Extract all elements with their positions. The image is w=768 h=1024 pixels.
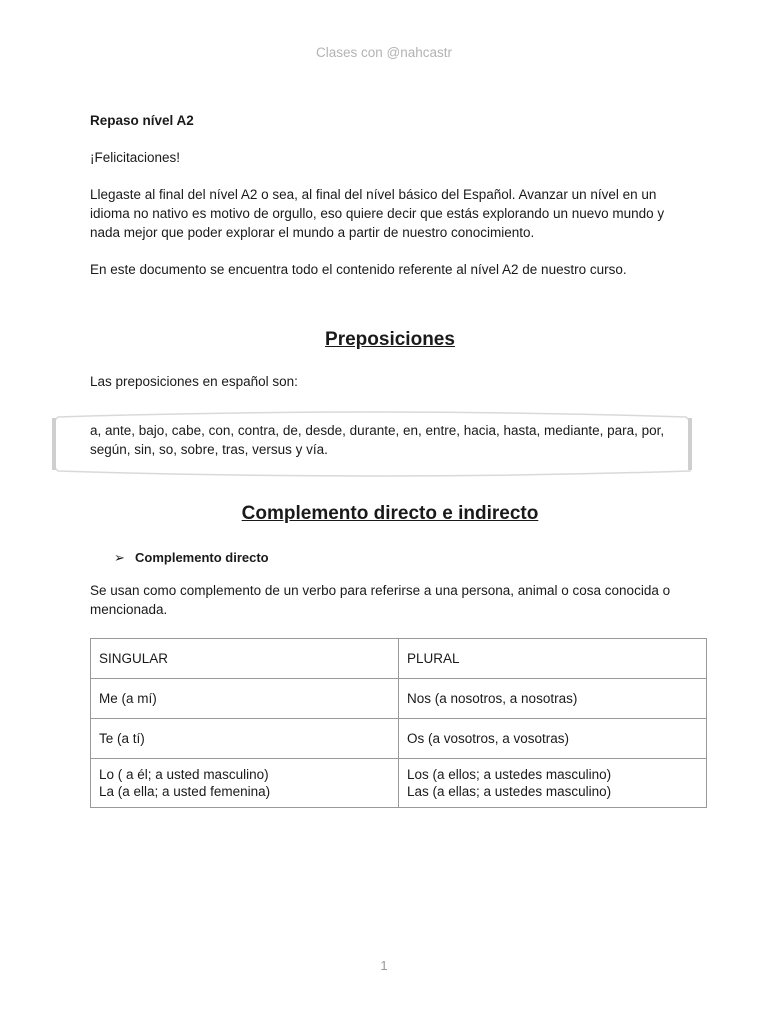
pronouns-table bbox=[90, 638, 707, 808]
table-cell bbox=[399, 679, 707, 719]
table-cell bbox=[399, 719, 707, 759]
cell-text: Me (a mí) bbox=[99, 691, 157, 706]
cell-text: Lo ( a él; a usted masculino) bbox=[99, 767, 269, 782]
cell-text: Os (a vosotros, a vosotras) bbox=[407, 731, 570, 746]
preposiciones-intro: Las preposiciones en español son: bbox=[90, 374, 298, 389]
arrow-bullet-icon: ➢ bbox=[114, 550, 125, 565]
cell-text: Las (a ellas; a ustedes masculino) bbox=[407, 784, 612, 799]
table-row bbox=[91, 759, 707, 808]
table-header-cell: PLURAL bbox=[399, 639, 707, 679]
preposiciones-list: a, ante, bajo, cabe, con, contra, de, desde, durante, en, entre, hacia, hasta, mediante, para, por, según, sin, so, sobre, tras, versus y vía. bbox=[90, 423, 665, 457]
preposiciones-box bbox=[50, 411, 694, 477]
table-cell bbox=[91, 719, 399, 759]
table-row bbox=[91, 719, 707, 759]
cell-text: Nos (a nosotros, a nosotras) bbox=[407, 691, 578, 706]
table-cell bbox=[91, 759, 399, 808]
cell-text: Los (a ellos; a ustedes masculino) bbox=[407, 767, 612, 782]
bullet-complemento-directo bbox=[90, 548, 690, 567]
intro-paragraph: Llegaste al final del nível A2 o sea, al final del nível básico del Español. Avanzar un nível en un idioma no nativo es motivo de orgullo, eso quiere decir que estás explorando un nuevo mundo y nada mejor que poder explorar el mundo a partir de nuestro conocimiento. bbox=[90, 187, 665, 240]
section-heading-preposiciones: Preposiciones bbox=[325, 329, 455, 350]
table-cell bbox=[91, 679, 399, 719]
section-heading-complemento: Complemento directo e indirecto bbox=[241, 503, 539, 524]
greeting-text: ¡Felicitaciones! bbox=[90, 150, 181, 165]
subheading-complemento-directo: Complemento directo bbox=[135, 550, 269, 565]
table-row bbox=[91, 679, 707, 719]
page-header: Clases con @nahcastr bbox=[315, 45, 452, 60]
document-title: Repaso nível A2 bbox=[90, 113, 194, 128]
cell-text: Te (a tí) bbox=[99, 731, 145, 746]
table-cell bbox=[399, 759, 707, 808]
table-header-row bbox=[91, 639, 707, 679]
content-paragraph: En este documento se encuentra todo el contenido referente al nível A2 de nuestro curso. bbox=[90, 262, 627, 277]
page-number: 1 bbox=[380, 958, 388, 973]
document-body bbox=[90, 111, 690, 808]
table-header-cell: SINGULAR bbox=[91, 639, 399, 679]
cell-text: La (a ella; a usted femenina) bbox=[99, 784, 271, 799]
complemento-description: Se usan como complemento de un verbo para referirse a una persona, animal o cosa conocida o mencionada. bbox=[90, 583, 671, 617]
